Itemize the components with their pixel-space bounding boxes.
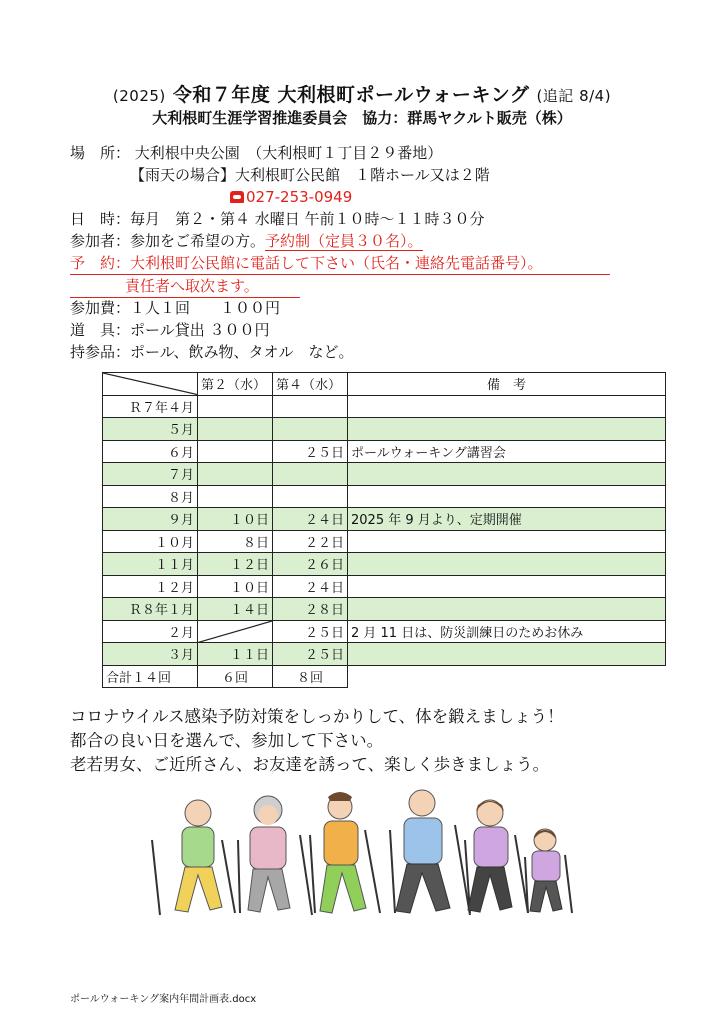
rain-label: 【雨天の場合】 bbox=[130, 166, 236, 184]
page-title bbox=[0, 80, 724, 107]
header-notes: 備 考 bbox=[348, 373, 666, 396]
note-cell bbox=[348, 575, 666, 598]
title-year: (2025) bbox=[112, 87, 166, 105]
week2-cell bbox=[198, 418, 273, 441]
note-cell bbox=[348, 395, 666, 418]
week4-cell: ２５日 bbox=[273, 440, 348, 463]
month-cell: １１月 bbox=[103, 553, 198, 576]
week4-cell: ２２日 bbox=[273, 530, 348, 553]
week4-cell bbox=[273, 463, 348, 486]
message-line-3: 老若男女、ご近所さん、お友達を誘って、楽しく歩きましょう。 bbox=[70, 755, 550, 774]
week2-cell bbox=[198, 463, 273, 486]
month-cell: ８月 bbox=[103, 485, 198, 508]
week4-cell bbox=[273, 395, 348, 418]
participant-red: 予約制（定員３０名）。 bbox=[265, 232, 423, 250]
table-row bbox=[103, 418, 666, 441]
week4-cell: ２６日 bbox=[273, 553, 348, 576]
rain-value: 大利根町公民館 １階ホール又は２階 bbox=[235, 166, 490, 184]
walkers-illustration bbox=[140, 785, 580, 920]
total-week4: ８回 bbox=[273, 665, 348, 688]
datetime-value: 毎月 第２・第４ 水曜日 午前１０時～１１時３０分 bbox=[130, 210, 485, 228]
info-tools bbox=[70, 319, 270, 341]
title-main: 令和７年度 大利根町ポールウォーキング bbox=[172, 84, 530, 106]
week4-cell bbox=[273, 418, 348, 441]
week4-cell: ２４日 bbox=[273, 575, 348, 598]
walker-elder-woman bbox=[238, 796, 312, 915]
note-cell bbox=[348, 553, 666, 576]
month-cell: ６月 bbox=[103, 440, 198, 463]
info-fee bbox=[70, 297, 280, 319]
note-cell: ポールウォーキング講習会 bbox=[348, 440, 666, 463]
table-row bbox=[103, 440, 666, 463]
note-cell: 2 月 11 日は、防災訓練日のためお休み bbox=[348, 620, 666, 643]
info-place bbox=[70, 142, 442, 164]
week4-cell: ２５日 bbox=[273, 643, 348, 666]
note-cell: 2025 年 9 月より、定期開催 bbox=[348, 508, 666, 531]
week4-cell: ２５日 bbox=[273, 620, 348, 643]
place-label: 場 所： bbox=[70, 144, 131, 162]
table-header-row bbox=[103, 373, 666, 396]
note-cell bbox=[348, 643, 666, 666]
walker-man-glasses bbox=[390, 790, 470, 915]
month-cell: １０月 bbox=[103, 530, 198, 553]
week2-cell: ８日 bbox=[198, 530, 273, 553]
participant-value: 参加をご希望の方。 bbox=[130, 232, 266, 250]
info-bring bbox=[70, 341, 354, 363]
week2-cell: １０日 bbox=[198, 575, 273, 598]
table-row bbox=[103, 620, 666, 643]
total-empty-cell bbox=[348, 665, 666, 688]
place-value: 大利根中央公園 （大利根町１丁目２９番地） bbox=[134, 144, 443, 162]
table-row bbox=[103, 395, 666, 418]
header-week4: 第４（水） bbox=[273, 373, 348, 396]
reserve-value2: 責任者へ取次ます。 bbox=[125, 277, 259, 295]
page-subtitle: 大利根町生涯学習推進委員会 協力：群馬ヤクルト販売（株） bbox=[152, 109, 572, 127]
fee-value: １人１回 １００円 bbox=[130, 299, 281, 317]
walker-child bbox=[525, 829, 572, 913]
datetime-label: 日 時： bbox=[70, 210, 131, 228]
info-reserve bbox=[70, 252, 610, 298]
table-row bbox=[103, 530, 666, 553]
message-line-1: コロナウイルス感染予防対策をしっかりして、体を鍛えましょう！ bbox=[70, 707, 564, 726]
note-cell bbox=[348, 598, 666, 621]
month-cell: ７月 bbox=[103, 463, 198, 486]
total-label: 合計１４回 bbox=[103, 665, 198, 688]
tools-value: ポール貸出 ３００円 bbox=[130, 321, 270, 339]
week2-cell: １２日 bbox=[198, 553, 273, 576]
tools-label: 道 具： bbox=[70, 321, 131, 339]
week2-cell: １１日 bbox=[198, 643, 273, 666]
month-cell: ９月 bbox=[103, 508, 198, 531]
month-cell: ３月 bbox=[103, 643, 198, 666]
info-rain bbox=[130, 164, 490, 186]
header-corner-cell bbox=[103, 373, 198, 396]
week4-cell: ２４日 bbox=[273, 508, 348, 531]
footer-filename: ポールウォーキング案内年間計画表.docx bbox=[70, 994, 257, 1005]
phone-icon bbox=[230, 191, 244, 203]
walker-elder-man bbox=[152, 800, 235, 915]
message-line-2: 都合の良い日を選んで、参加して下さい。 bbox=[70, 731, 384, 750]
week4-cell: ２８日 bbox=[273, 598, 348, 621]
week4-cell bbox=[273, 485, 348, 508]
note-cell bbox=[348, 418, 666, 441]
reserve-label: 予 約： bbox=[70, 254, 131, 272]
week2-cell: １０日 bbox=[198, 508, 273, 531]
bring-label: 持参品： bbox=[70, 343, 131, 361]
month-cell: ２月 bbox=[103, 620, 198, 643]
month-cell: Ｒ８年１月 bbox=[103, 598, 198, 621]
schedule-table bbox=[102, 372, 666, 688]
table-row bbox=[103, 575, 666, 598]
walker-young-man bbox=[310, 792, 380, 913]
header-week2: 第２（水） bbox=[198, 373, 273, 396]
title-addendum: (追記 8/4) bbox=[536, 87, 612, 105]
table-row bbox=[103, 508, 666, 531]
note-cell bbox=[348, 530, 666, 553]
info-datetime bbox=[70, 208, 485, 230]
bring-value: ポール、飲み物、タオル など。 bbox=[130, 343, 354, 361]
week2-cell bbox=[198, 440, 273, 463]
week2-cell bbox=[198, 485, 273, 508]
month-cell: ５月 bbox=[103, 418, 198, 441]
walker-woman bbox=[465, 800, 528, 913]
info-phone bbox=[230, 186, 352, 208]
table-row bbox=[103, 643, 666, 666]
reserve-value: 大利根町公民館に電話して下さい（氏名・連絡先電話番号）。 bbox=[130, 254, 543, 272]
info-participant bbox=[70, 230, 423, 252]
note-cell bbox=[348, 485, 666, 508]
participant-label: 参加者： bbox=[70, 232, 131, 250]
week2-cell bbox=[198, 620, 273, 643]
month-cell: Ｒ７年４月 bbox=[103, 395, 198, 418]
fee-label: 参加費： bbox=[70, 299, 131, 317]
week2-cell: １４日 bbox=[198, 598, 273, 621]
table-row bbox=[103, 485, 666, 508]
table-row bbox=[103, 598, 666, 621]
total-week2: ６回 bbox=[198, 665, 273, 688]
table-row bbox=[103, 553, 666, 576]
table-row bbox=[103, 463, 666, 486]
week2-cell bbox=[198, 395, 273, 418]
phone-number: 027-253-0949 bbox=[246, 188, 353, 206]
month-cell: １２月 bbox=[103, 575, 198, 598]
table-total-row bbox=[103, 665, 666, 688]
note-cell bbox=[348, 463, 666, 486]
